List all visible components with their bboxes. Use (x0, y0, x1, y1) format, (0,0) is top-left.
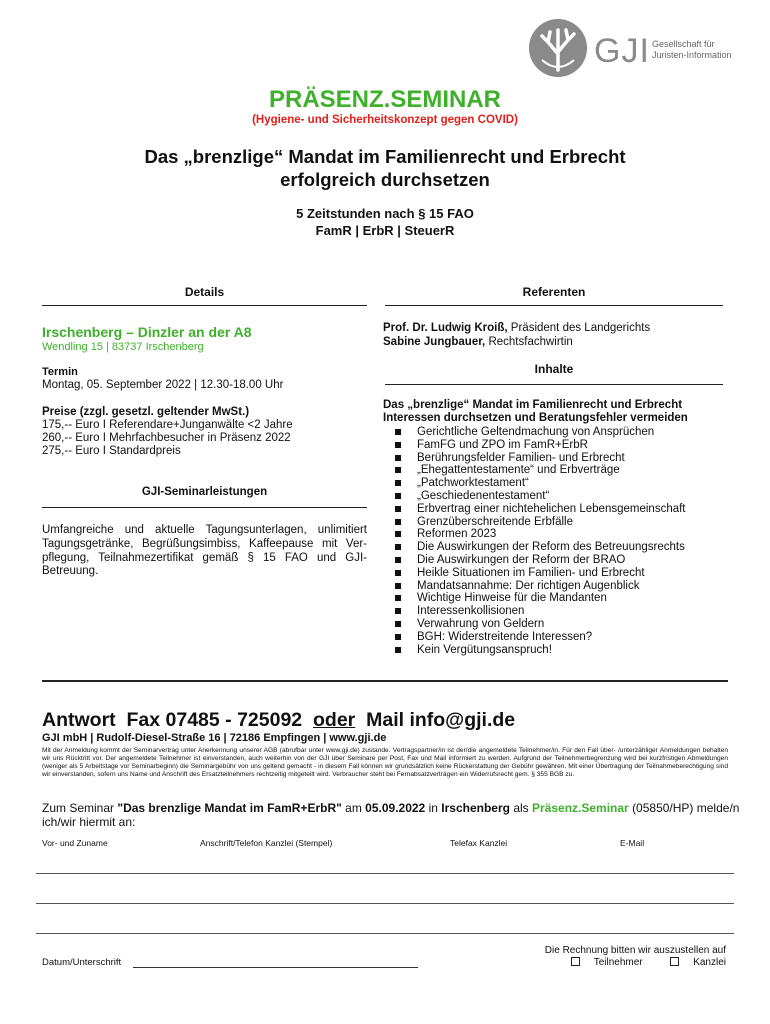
termin-value: Montag, 05. September 2022 | 12.30-18.00 Uhr (42, 379, 284, 391)
inhalte-item: Gerichtliche Geltendmachung von Ansprüchen (383, 426, 728, 439)
tree-emblem-icon (528, 18, 588, 78)
inhalte-item: Mandatsannahme: Der richtigen Augenblick (383, 580, 728, 593)
form-field-line[interactable] (36, 903, 734, 904)
seminar-meta: 5 Zeitstunden nach § 15 FAO FamR | ErbR | SteuerR (296, 206, 474, 238)
inhalte-item: Heikle Situationen im Familien- und Erbrecht (383, 567, 728, 580)
inhalte-item: Verwahrung von Geldern (383, 618, 728, 631)
inhalte-intro: Das „brenzlige“ Mandat im Familienrecht und Erbrecht Interessen durchsetzen und Beratungsfehler vermeiden (383, 399, 688, 425)
termin-label: Termin (42, 366, 78, 378)
details-heading: Details (184, 285, 225, 299)
page-title: PRÄSENZ.SEMINAR (268, 86, 502, 113)
price-item: 175,-- Euro I Referendare+Junganwälte <2 Jahre (42, 419, 293, 431)
services-divider (42, 507, 367, 508)
logo-mark: GJI (594, 32, 650, 70)
speaker-2: Sabine Jungbauer, Rechtsfachwirtin (383, 335, 573, 348)
col-fax-label: Telefax Kanzlei (450, 838, 508, 848)
firm-checkbox[interactable] (670, 957, 679, 966)
registration-text: Zum Seminar "Das brenzlige Mandat im FamR+ErbR" am 05.09.2022 in Irschenberg als Präsenz.Seminar (05850/HP) melde/n ich/wir hiermit an: (42, 801, 740, 829)
inhalte-item: Grenzüberschreitende Erbfälle (383, 516, 728, 529)
inhalte-item: Die Auswirkungen der Reform des Betreuungsrechts (383, 541, 728, 554)
fine-print: Mit der Anmeldung kommt der Seminarvertrag unter Anerkennung unserer AGB (abrufbar unter www.gji.de) zustande. Vertragspartner/in ist der/die angemeldete Teilnehmer/in. Für den Fall über- /unterzähliger Anmeldungen behalten wir uns Rücktritt vor. Der angemeldete Teilnehmer ist einverstanden, auch weiterhin von der GJI über Seminare per Post, Fax und Mail informiert zu werden. Aufgrund der Teilnehmerbegrenzung wird bei kurzfristigen Abmeldungen (weniger als 5 Arbeitstage vor Seminarbeginn) die Seminargebühr von uns geltend gemacht - in diesem Fall können wir grundsätzlich keine Rückerstattung der Gebühr gewähren. Mit einer Übertragung der Teilnahmeberechtigung sind wir einverstanden, sofern uns Name und Anschrift des Ersatzteilnehmers rechtzeitig mitgeteilt wird. Verbraucher steht bei Fernabsatzverträgen ein Widerrufsrecht gem. § 355 BGB zu. (42, 747, 728, 778)
referenten-heading: Referenten (522, 285, 586, 299)
referenten-divider (385, 305, 723, 306)
price-item: 275,-- Euro I Standardpreis (42, 445, 181, 457)
answer-line: Antwort Fax 07485 - 725092 oder Mail info@gji.de (42, 709, 516, 731)
invoice-block: Die Rechnung bitten wir auszustellen auf Teilnehmer Kanzlei (544, 945, 726, 968)
col-address-label: Anschrift/Telefon Kanzlei (Stempel) (200, 838, 333, 848)
inhalte-item: Wichtige Hinweise für die Mandanten (383, 592, 728, 605)
inhalte-item: Erbvertrag einer nichtehelichen Lebensgemeinschaft (383, 503, 728, 516)
col-name-label: Vor- und Zuname (42, 838, 108, 848)
signature-label: Datum/Unterschrift (42, 957, 122, 968)
participant-option[interactable]: Teilnehmer (571, 957, 643, 968)
inhalte-heading: Inhalte (534, 362, 574, 376)
speakers (383, 322, 650, 349)
inhalte-item: „Patchworktestament“ (383, 477, 728, 490)
section-divider (42, 680, 728, 682)
inhalte-item: BGH: Widerstreitende Interessen? (383, 631, 728, 644)
fax-number: Fax 07485 - 725092 (126, 709, 303, 731)
speaker-1: Prof. Dr. Ludwig Kroiß, Präsident des Landgerichts (383, 322, 651, 334)
seminar-title: Das „brenzlige“ Mandat im Familienrecht und Erbrecht erfolgreich durchsetzen (144, 146, 626, 190)
signature-line[interactable] (133, 967, 418, 968)
form-field-line[interactable] (36, 933, 734, 934)
participant-checkbox[interactable] (571, 957, 580, 966)
col-email-label: E-Mail (620, 838, 645, 848)
logo-subtitle: Gesellschaft für Juristen-Information (652, 39, 732, 60)
inhalte-item: FamFG und ZPO im FamR+ErbR (383, 439, 728, 452)
prices-list (42, 419, 293, 458)
gji-logo (528, 18, 748, 82)
inhalte-item: „Geschiedenentestament“ (383, 490, 728, 503)
inhalte-item: Interessenkollisionen (383, 605, 728, 618)
inhalte-item: Die Auswirkungen der Reform der BRAO (383, 554, 728, 567)
firm-option[interactable]: Kanzlei (670, 957, 726, 968)
inhalte-item: Berührungsfelder Familien- und Erbrecht (383, 452, 728, 465)
services-heading: GJI-Seminarleistungen (141, 486, 268, 498)
details-divider (42, 305, 367, 306)
inhalte-item: Reformen 2023 (383, 528, 728, 541)
prices-label: Preise (zzgl. gesetzl. geltender MwSt.) (42, 406, 250, 418)
inhalte-divider (385, 384, 723, 385)
price-item: 260,-- Euro I Mehrfachbesucher in Präsenz 2022 (42, 432, 291, 444)
inhalte-list (383, 426, 728, 656)
inhalte-item: „Ehegattentestamente“ und Erbverträge (383, 464, 728, 477)
services-text: Umfangreiche und aktuelle Tagungsunterlagen, unlimitiert Tagungsgetränke, Begrüßungsimbiss, Kaffeepause mit Ver- pflegung, Teilnahmezertifikat gemäß § 15 FAO und GJI- Betreuung. (42, 524, 367, 578)
mail-address: Mail info@gji.de (366, 709, 516, 731)
venue-name: Irschenberg – Dinzler an der A8 (42, 324, 252, 340)
form-field-line[interactable] (36, 873, 734, 874)
venue-address: Wendling 15 | 83737 Irschenberg (42, 341, 204, 353)
company-info: GJI mbH | Rudolf-Diesel-Straße 16 | 72186 Empfingen | www.gji.de (42, 732, 387, 744)
covid-subtitle: (Hygiene- und Sicherheitskonzept gegen COVID) (252, 114, 518, 126)
inhalte-item: Kein Vergütungsanspruch! (383, 644, 728, 657)
